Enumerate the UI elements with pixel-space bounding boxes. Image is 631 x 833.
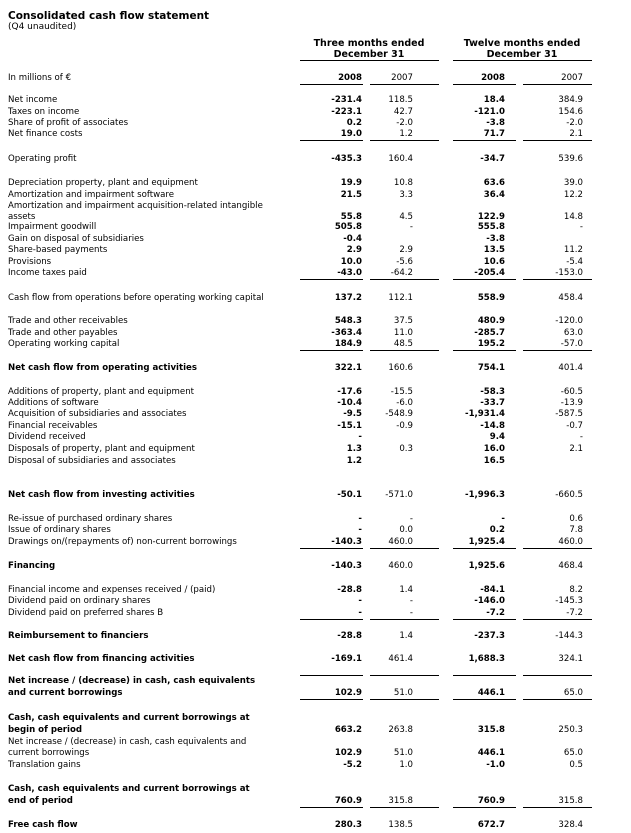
row-value: 322.1 [334, 363, 362, 373]
row-value: - [358, 608, 362, 618]
year-underline-q1 [300, 84, 363, 85]
year-underline-y2 [523, 84, 592, 85]
row-value: 71.7 [483, 129, 505, 139]
row-value: -50.1 [337, 490, 362, 500]
header-three-months-label: Three months ended [313, 38, 425, 49]
subtotal-rule [523, 279, 592, 280]
row-value: 12.2 [563, 190, 583, 200]
row-value: 505.8 [334, 222, 362, 232]
row-value: -5.4 [566, 257, 583, 267]
row-value: 37.5 [393, 316, 413, 326]
row-label: begin of period [8, 725, 83, 735]
subtotal-rule [453, 350, 516, 351]
row-value: -285.7 [474, 328, 505, 338]
subtotal-rule [523, 619, 592, 620]
row-value: -3.8 [486, 118, 505, 128]
row-value: 0.0 [399, 525, 413, 535]
row-label: Cash, cash equivalents and current borrowings at [8, 713, 250, 723]
subtotal-rule [453, 279, 516, 280]
header-three-months-date: December 31 [333, 49, 405, 60]
row-value: -3.8 [486, 234, 505, 244]
subtotal-rule [300, 140, 363, 141]
row-value: 19.0 [340, 129, 362, 139]
year-underline-y1 [453, 84, 516, 85]
row-label: Issue of ordinary shares [8, 525, 111, 535]
row-value: -223.1 [331, 107, 362, 117]
row-value: 2.9 [346, 245, 362, 255]
row-value: -60.5 [560, 387, 583, 397]
year-2007-y: 2007 [561, 73, 583, 83]
section-rule [523, 675, 592, 676]
row-value: 384.9 [558, 95, 583, 105]
row-label: Disposal of subsidiaries and associates [8, 456, 176, 466]
row-label: Amortization and impairment software [8, 190, 175, 200]
row-value: 2.1 [569, 444, 583, 454]
row-value: 51.0 [393, 688, 413, 698]
row-label: Income taxes paid [8, 268, 87, 278]
subtotal-rule [453, 619, 516, 620]
row-value: -0.7 [566, 421, 583, 431]
row-value: -5.2 [343, 760, 362, 770]
row-value: 55.8 [340, 212, 362, 222]
row-value: 65.0 [563, 748, 583, 758]
row-value: -14.8 [480, 421, 505, 431]
year-2007-q: 2007 [391, 73, 413, 83]
subtotal-rule [300, 619, 363, 620]
row-value: 754.1 [477, 363, 505, 373]
subtotal-rule [523, 350, 592, 351]
section-rule [453, 675, 516, 676]
row-value: 401.4 [558, 363, 583, 373]
row-label: Share-based payments [8, 245, 108, 255]
row-value: 13.5 [483, 245, 505, 255]
row-label: Disposals of property, plant and equipment [8, 444, 195, 454]
row-label: and current borrowings [8, 688, 123, 698]
row-label: Dividend paid on preferred shares B [8, 608, 164, 618]
row-value: -15.1 [337, 421, 362, 431]
row-value: -548.9 [385, 409, 413, 419]
subtotal-rule [523, 140, 592, 141]
row-value: 102.9 [334, 748, 362, 758]
row-value: 154.6 [558, 107, 583, 117]
row-value: 460.0 [388, 537, 413, 547]
row-value: 461.4 [388, 654, 413, 664]
row-label: Reimbursement to financiers [8, 631, 149, 641]
row-label: Net cash flow from financing activities [8, 654, 195, 664]
row-label: Net increase / (decrease) in cash, cash equivalents and [8, 737, 247, 747]
row-value: -43.0 [337, 268, 362, 278]
header-twelve-months-rule [453, 60, 592, 61]
statement-subtitle: (Q4 unaudited) [8, 22, 77, 32]
total-rule [453, 807, 516, 808]
row-value: 14.8 [563, 212, 583, 222]
row-label: Drawings on/(repayments of) non-current borrowings [8, 537, 237, 547]
row-value: -2.0 [566, 118, 583, 128]
row-value: - [579, 432, 583, 442]
row-value: 9.4 [489, 432, 505, 442]
row-label: Net income [8, 95, 58, 105]
row-value: -0.9 [396, 421, 413, 431]
row-value: 16.0 [483, 444, 505, 454]
row-value: - [579, 222, 583, 232]
row-label: Dividend paid on ordinary shares [8, 596, 151, 606]
row-value: -34.7 [480, 154, 505, 164]
row-value: 102.9 [334, 688, 362, 698]
row-value: 18.4 [483, 95, 505, 105]
row-label: Additions of software [8, 398, 99, 408]
subtotal-rule [370, 279, 439, 280]
row-label: Dividend received [8, 432, 86, 442]
row-value: - [409, 514, 413, 524]
row-value: 458.4 [558, 293, 583, 303]
subtotal-rule [300, 350, 363, 351]
row-value: -10.4 [337, 398, 362, 408]
subtotal-rule [453, 548, 516, 549]
row-value: 0.6 [569, 514, 583, 524]
row-value: -7.2 [566, 608, 583, 618]
row-value: - [409, 222, 413, 232]
row-value: 328.4 [558, 820, 583, 830]
total-rule [300, 807, 363, 808]
subtotal-rule [370, 619, 439, 620]
row-value: 122.9 [477, 212, 505, 222]
row-value: -84.1 [480, 585, 505, 595]
row-value: 16.5 [483, 456, 505, 466]
row-value: 1.3 [346, 444, 362, 454]
row-value: -13.9 [560, 398, 583, 408]
row-label: Provisions [8, 257, 52, 267]
row-value: 315.8 [388, 796, 413, 806]
total-rule [453, 699, 516, 700]
row-value: -231.4 [331, 95, 362, 105]
row-value: 11.0 [393, 328, 413, 338]
row-value: 137.2 [334, 293, 362, 303]
row-label: Net finance costs [8, 129, 83, 139]
row-value: 1.2 [346, 456, 362, 466]
row-value: -237.3 [474, 631, 505, 641]
row-label: Share of profit of associates [8, 118, 129, 128]
row-value: 1.4 [399, 585, 413, 595]
row-value: 195.2 [477, 339, 505, 349]
row-label: Trade and other payables [8, 328, 118, 338]
row-value: 1.4 [399, 631, 413, 641]
row-value: 2.9 [399, 245, 413, 255]
subtotal-rule [370, 350, 439, 351]
total-rule [523, 807, 592, 808]
row-value: 1,925.4 [468, 537, 505, 547]
subtotal-rule [300, 548, 363, 549]
row-label: Gain on disposal of subsidiaries [8, 234, 144, 244]
row-value: -64.2 [390, 268, 413, 278]
row-value: -140.3 [331, 561, 362, 571]
row-label: Net cash flow from investing activities [8, 490, 195, 500]
row-value: 4.5 [399, 212, 413, 222]
row-value: 460.0 [388, 561, 413, 571]
row-value: - [501, 514, 505, 524]
row-label: Trade and other receivables [8, 316, 128, 326]
row-value: 1,925.6 [468, 561, 505, 571]
row-value: 663.2 [334, 725, 362, 735]
row-value: 160.6 [388, 363, 413, 373]
year-underline-q2 [370, 84, 439, 85]
subtotal-rule [453, 140, 516, 141]
row-value: 0.2 [346, 118, 362, 128]
row-value: - [358, 525, 362, 535]
row-value: -587.5 [555, 409, 583, 419]
row-value: 10.0 [340, 257, 362, 267]
row-value: -169.1 [331, 654, 362, 664]
row-value: 446.1 [477, 748, 505, 758]
row-value: -435.3 [331, 154, 362, 164]
statement-title: Consolidated cash flow statement [8, 10, 210, 22]
row-value: 21.5 [340, 190, 362, 200]
row-value: 112.1 [388, 293, 413, 303]
row-value: -28.8 [337, 585, 362, 595]
row-value: 548.3 [334, 316, 362, 326]
row-value: 558.9 [477, 293, 505, 303]
row-label: Free cash flow [8, 820, 78, 830]
row-value: -571.0 [385, 490, 413, 500]
row-value: 19.9 [340, 178, 362, 188]
total-rule [523, 699, 592, 700]
section-rule [300, 675, 363, 676]
row-label: Depreciation property, plant and equipment [8, 178, 198, 188]
header-twelve-months-label: Twelve months ended [463, 38, 581, 49]
row-value: -28.8 [337, 631, 362, 641]
row-value: -58.3 [480, 387, 505, 397]
row-value: 263.8 [388, 725, 413, 735]
row-value: 160.4 [388, 154, 413, 164]
row-value: 10.8 [393, 178, 413, 188]
row-value: 63.0 [563, 328, 583, 338]
row-value: 138.5 [388, 820, 413, 830]
row-value: 1.2 [399, 129, 413, 139]
row-value: -120.0 [555, 316, 583, 326]
row-label: Additions of property, plant and equipment [8, 387, 195, 397]
row-value: 555.8 [477, 222, 505, 232]
row-label: Translation gains [8, 760, 81, 770]
row-value: - [409, 596, 413, 606]
row-value: - [358, 432, 362, 442]
row-value: - [409, 608, 413, 618]
row-value: -33.7 [480, 398, 505, 408]
header-three-months-rule [300, 60, 439, 61]
row-value: 460.0 [558, 537, 583, 547]
row-value: -1,931.4 [465, 409, 505, 419]
row-value: -121.0 [474, 107, 505, 117]
row-label: Cash flow from operations before operating working capital [8, 293, 264, 303]
subtotal-rule [370, 548, 439, 549]
row-value: - [358, 596, 362, 606]
row-value: 468.4 [558, 561, 583, 571]
total-rule [370, 807, 439, 808]
row-label: Re-issue of purchased ordinary shares [8, 514, 173, 524]
row-value: 315.8 [558, 796, 583, 806]
row-label: Financial receivables [8, 421, 98, 431]
row-label: Net cash flow from operating activities [8, 363, 197, 373]
row-value: -9.5 [343, 409, 362, 419]
row-value: -140.3 [331, 537, 362, 547]
row-value: -144.3 [555, 631, 583, 641]
row-value: 0.3 [399, 444, 413, 454]
row-value: -1,996.3 [465, 490, 505, 500]
row-label: Amortization and impairment acquisition-related intangible [8, 201, 263, 211]
row-label: Financial income and expenses received / (paid) [8, 585, 216, 595]
row-value: 0.5 [569, 760, 583, 770]
row-label: Taxes on income [8, 107, 80, 117]
header-twelve-months-date: December 31 [486, 49, 558, 60]
row-value: 1,688.3 [468, 654, 505, 664]
row-value: -146.0 [474, 596, 505, 606]
row-label: Net increase / (decrease) in cash, cash equivalents [8, 676, 256, 686]
row-value: 3.3 [399, 190, 413, 200]
row-value: -5.6 [396, 257, 413, 267]
row-value: 672.7 [477, 820, 505, 830]
row-label: assets [8, 212, 36, 222]
row-value: 48.5 [393, 339, 413, 349]
row-value: 65.0 [563, 688, 583, 698]
row-value: 539.6 [558, 154, 583, 164]
header-twelve-months [453, 38, 591, 60]
row-value: -57.0 [560, 339, 583, 349]
row-label: Operating profit [8, 154, 77, 164]
row-value: -17.6 [337, 387, 362, 397]
row-value: 63.6 [483, 178, 505, 188]
row-value: -7.2 [486, 608, 505, 618]
row-value: 324.1 [558, 654, 583, 664]
row-label: current borrowings [8, 748, 90, 758]
row-value: 2.1 [569, 129, 583, 139]
row-label: Operating working capital [8, 339, 120, 349]
row-value: -660.5 [555, 490, 583, 500]
row-value: 184.9 [334, 339, 362, 349]
row-value: 446.1 [477, 688, 505, 698]
subtotal-rule [300, 279, 363, 280]
row-value: -145.3 [555, 596, 583, 606]
row-value: 11.2 [563, 245, 583, 255]
header-three-months [300, 38, 438, 60]
year-2008-q: 2008 [338, 73, 362, 83]
row-value: -1.0 [486, 760, 505, 770]
row-value: -6.0 [396, 398, 413, 408]
row-value: 8.2 [569, 585, 583, 595]
row-value: -0.4 [343, 234, 362, 244]
row-value: -153.0 [555, 268, 583, 278]
total-rule [300, 699, 363, 700]
row-value: 760.9 [334, 796, 362, 806]
row-label: Impairment goodwill [8, 222, 97, 232]
row-value: 39.0 [563, 178, 583, 188]
units-label: In millions of € [8, 73, 72, 83]
row-value: 51.0 [393, 748, 413, 758]
row-value: 36.4 [483, 190, 505, 200]
row-value: 10.6 [483, 257, 505, 267]
row-value: 480.9 [477, 316, 505, 326]
row-value: 0.2 [489, 525, 505, 535]
row-value: - [358, 514, 362, 524]
row-value: 7.8 [569, 525, 583, 535]
row-value: -15.5 [390, 387, 413, 397]
subtotal-rule [523, 548, 592, 549]
row-value: -363.4 [331, 328, 362, 338]
row-label: Financing [8, 561, 56, 571]
subtotal-rule [370, 140, 439, 141]
row-value: 42.7 [393, 107, 413, 117]
row-value: 250.3 [558, 725, 583, 735]
row-label: Cash, cash equivalents and current borrowings at [8, 784, 250, 794]
row-value: 118.5 [388, 95, 413, 105]
row-value: 760.9 [477, 796, 505, 806]
row-label: end of period [8, 796, 73, 806]
row-value: 1.0 [399, 760, 413, 770]
row-label: Acquisition of subsidiaries and associates [8, 409, 187, 419]
section-rule [370, 675, 439, 676]
row-value: -205.4 [474, 268, 505, 278]
row-value: 315.8 [477, 725, 505, 735]
row-value: 280.3 [334, 820, 362, 830]
total-rule [370, 699, 439, 700]
row-value: -2.0 [396, 118, 413, 128]
year-2008-y: 2008 [481, 73, 505, 83]
